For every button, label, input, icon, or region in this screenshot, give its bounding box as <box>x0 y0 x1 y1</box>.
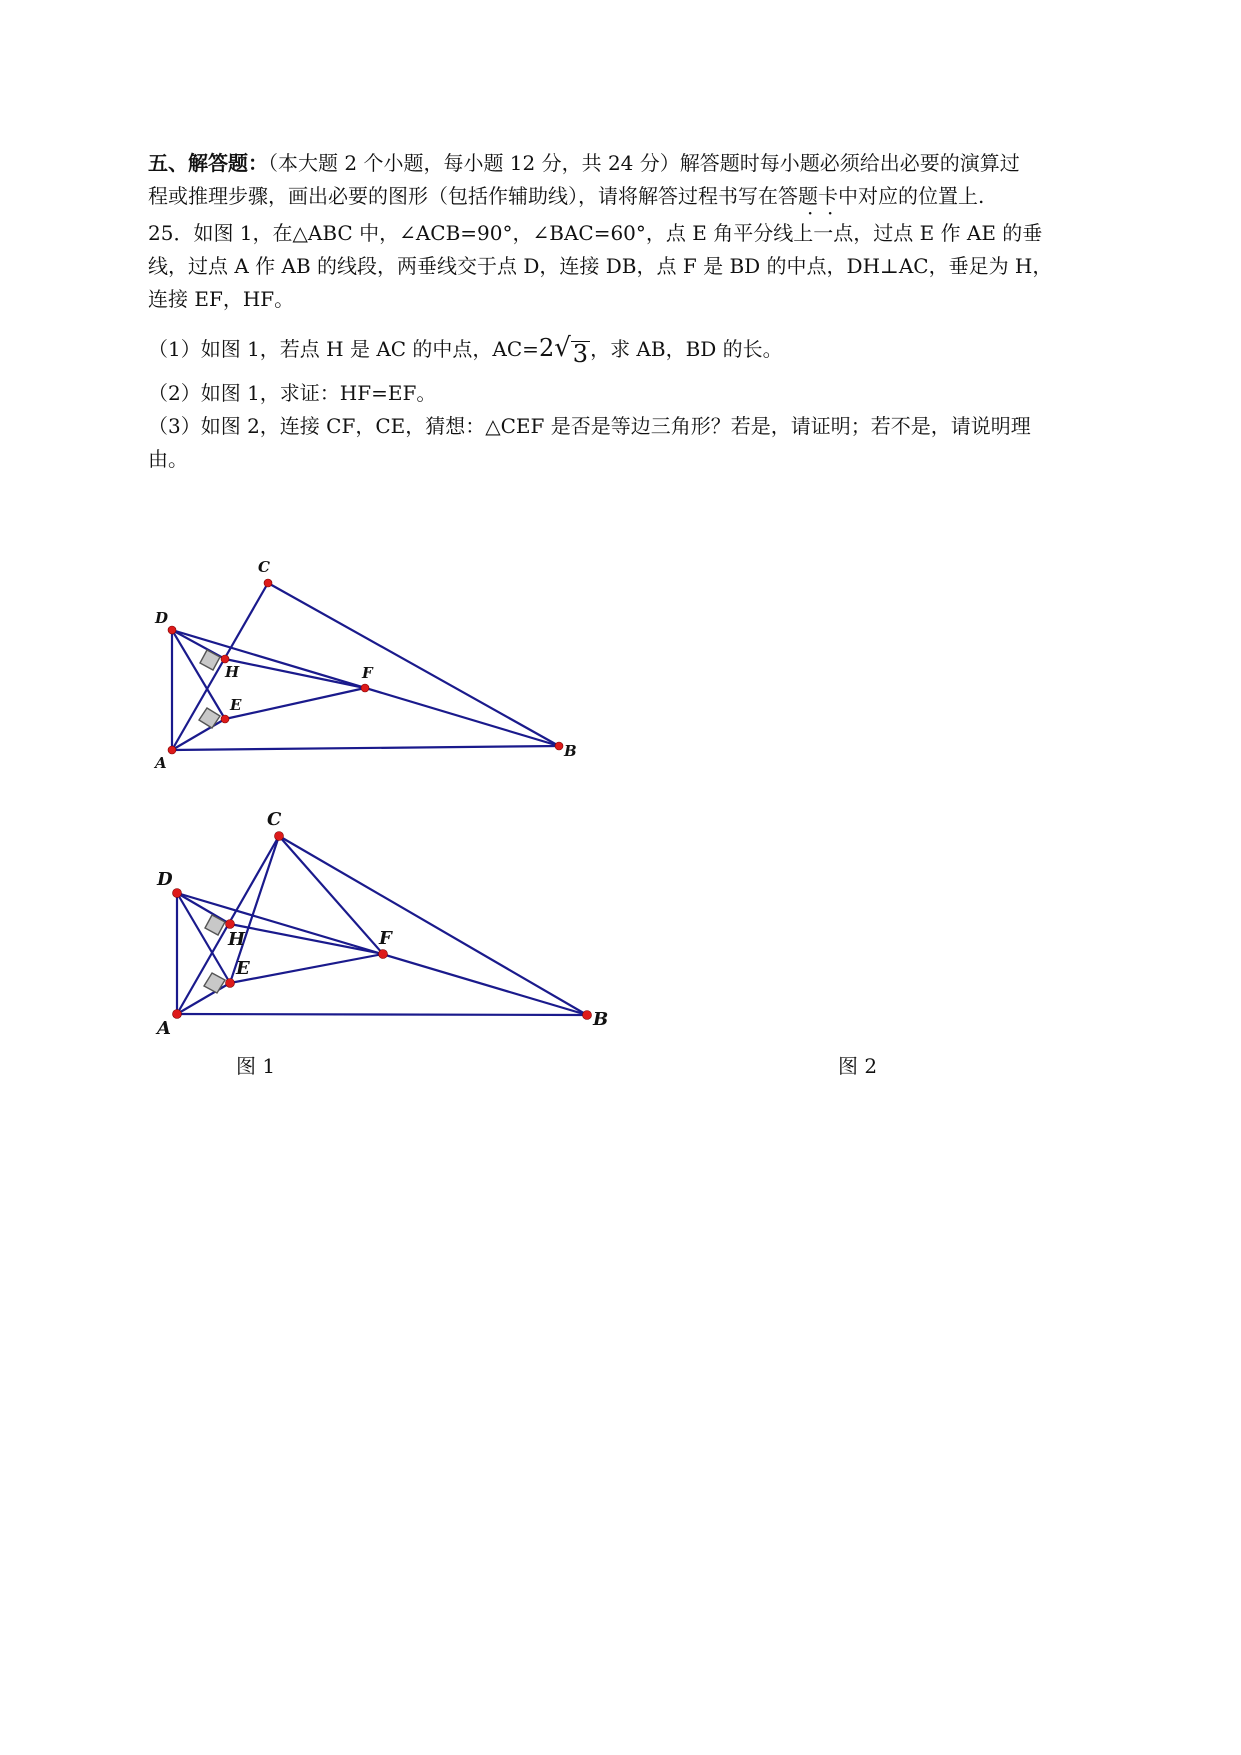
q1-suffix: ，求 AB，BD 的长。 <box>590 337 783 361</box>
segment-AB <box>177 1014 587 1015</box>
question-2: （2）如图 1，求证：HF=EF。 <box>148 381 437 405</box>
point-A <box>173 1010 182 1019</box>
q1-prefix: （1）如图 1，若点 H 是 AC 的中点，AC= <box>148 337 539 361</box>
point-B <box>583 1011 592 1020</box>
sqrt-symbol-icon: √ <box>554 333 571 363</box>
section-heading: 五、解答题： <box>148 151 268 175</box>
stem-line: 25．如图 1，在△ABC 中，∠ACB=90°，∠BAC=60°，点 E 角平分线上一点，过点 E 作 AE 的垂 <box>148 221 1043 245</box>
label-H: H <box>228 929 246 950</box>
label-C: C <box>267 809 282 830</box>
point-F <box>379 950 388 959</box>
question-3-line1: （3）如图 2，连接 CF，CE，猜想：△CEF 是否是等边三角形？若是，请证明；若不是，请说明理 <box>148 414 1031 438</box>
label-E: E <box>236 958 250 979</box>
point-H <box>226 920 235 929</box>
section-instructions: （本大题 2 个小题，每小题 12 分，共 24 分）解答题时每小题必须给出必要的演算过 <box>268 151 1020 175</box>
label-C: C <box>258 558 270 576</box>
figure-2-caption: 图 2 <box>838 1054 878 1078</box>
instruction-text: 中对应的位置上. <box>838 184 985 208</box>
right-angle-mark-E <box>204 973 225 993</box>
label-A: A <box>157 1018 171 1039</box>
label-F: F <box>362 664 373 682</box>
stem-line: 线，过点 A 作 AB 的线段，两垂线交于点 D，连接 DB，点 F 是 BD 的中点，DH⊥AC，垂足为 H， <box>148 254 1053 278</box>
right-angle-mark-H <box>205 915 225 935</box>
question-3-line2: 由。 <box>148 447 188 471</box>
point-E <box>226 979 235 988</box>
q1-radicand: 3 <box>572 340 589 368</box>
emphasis-char: 卡 <box>818 184 838 208</box>
label-D: D <box>157 869 173 890</box>
emphasis-char: 答 <box>778 184 798 208</box>
label-F: F <box>379 928 392 949</box>
figure-1-caption: 图 1 <box>236 1054 276 1078</box>
label-B: B <box>593 1009 609 1030</box>
q1-coefficient: 2 <box>538 334 555 362</box>
instruction-text: 程或推理步骤，画出必要的图形（包括作辅助线），请将解答过程书写在 <box>148 184 778 208</box>
segment-CB <box>279 836 587 1015</box>
point-C <box>275 832 284 841</box>
label-E: E <box>230 696 242 714</box>
label-B: B <box>564 742 577 760</box>
point-D <box>173 889 182 898</box>
label-H: H <box>225 663 240 681</box>
stem-line: 连接 EF，HF。 <box>148 287 295 311</box>
emphasis-char: 题 <box>798 184 818 208</box>
segment-EF <box>230 954 383 983</box>
label-D: D <box>155 609 169 627</box>
label-A: A <box>155 754 167 772</box>
figure-2-lines <box>177 836 587 1015</box>
